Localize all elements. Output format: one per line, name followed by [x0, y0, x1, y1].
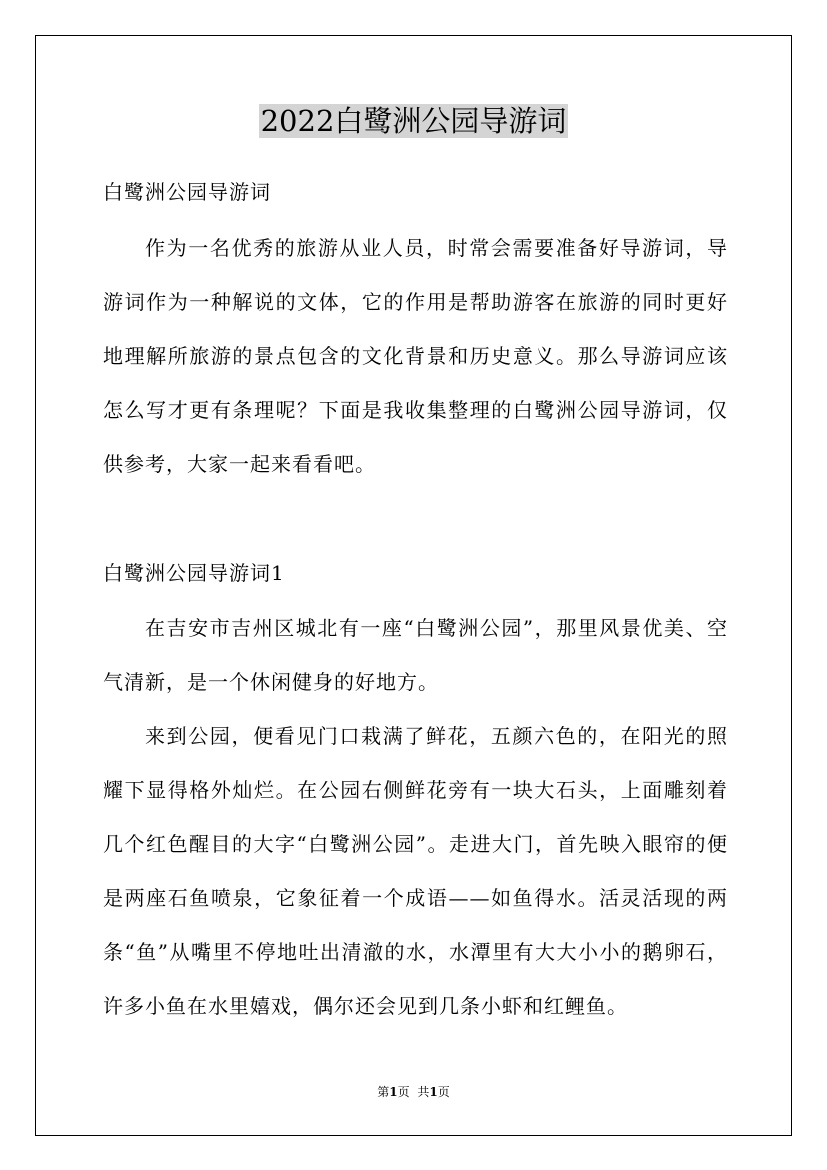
document-subtitle: 白鹭洲公园导游词: [103, 180, 271, 204]
document-title-text: 2022白鹭洲公园导游词: [260, 104, 567, 138]
total-pages: 1: [429, 1085, 438, 1099]
intro-paragraph: 作为一名优秀的旅游从业人员，时常会需要准备好导游词，导游词作为一种解说的文体，它的作用是帮助游客在旅游的同时更好地理解所旅游的景点包含的文化背景和历史意义。那么导游词应该怎么写才更有条理呢？下面是我收集整理的白鹭洲公园导游词，仅供参考，大家一起来看看吧。: [103, 236, 728, 476]
body-paragraph-1: 在吉安市吉州区城北有一座“白鹭洲公园”，那里风景优美、空气清新，是一个休闲健身的好地方。: [103, 616, 728, 694]
page-suffix: 页: [397, 1085, 410, 1099]
body-paragraph-2: 来到公园，便看见门口栽满了鲜花，五颜六色的，在阳光的照耀下显得格外灿烂。在公园右侧鲜花旁有一块大石头，上面雕刻着几个红色醒目的大字“白鹭洲公园”。走进大门，首先映入眼帘的便是两座石鱼喷泉，它象征着一个成语——如鱼得水。活灵活现的两条“鱼”从嘴里不停地吐出清澈的水，水潭里有大大小小的鹅卵石，许多小鱼在水里嬉戏，偶尔还会见到几条小虾和红鲤鱼。: [103, 724, 728, 1018]
total-prefix: 共: [417, 1085, 430, 1099]
page-prefix: 第: [377, 1085, 390, 1099]
document-title: [0, 100, 827, 142]
section-heading: 白鹭洲公园导游词1: [103, 561, 285, 585]
page-footer: [0, 1084, 827, 1100]
page-number: 1: [389, 1085, 398, 1099]
total-suffix: 页: [437, 1085, 450, 1099]
